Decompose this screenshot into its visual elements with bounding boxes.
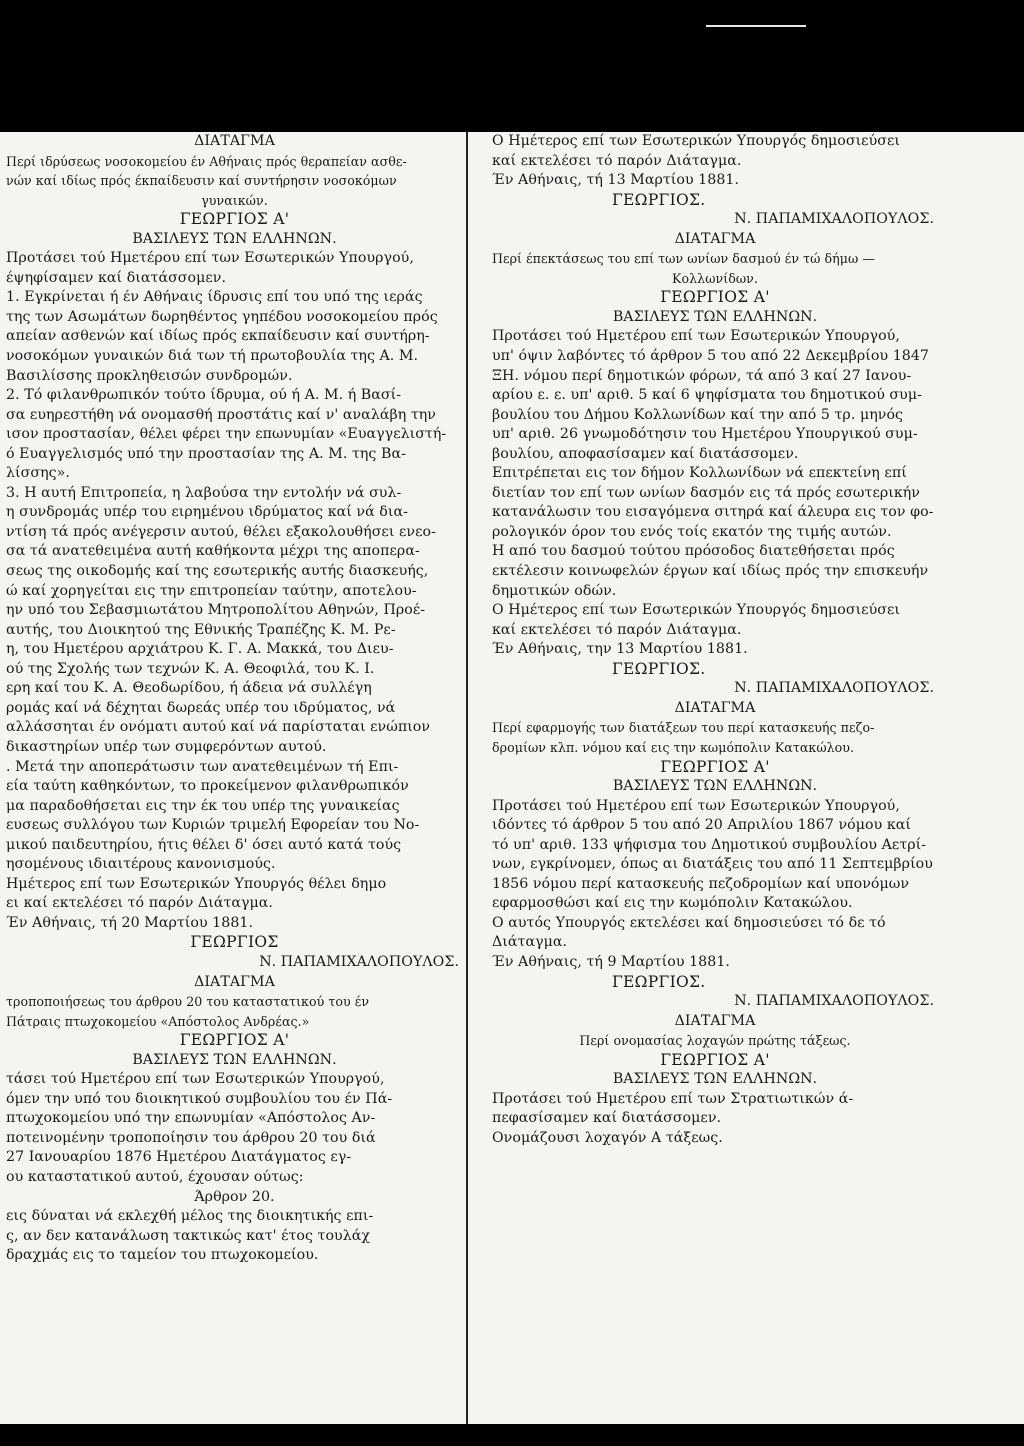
right-column-line: ΔΙΑΤΑΓΜΑ bbox=[674, 1012, 756, 1029]
left-column-line: εία ταύτη καθηκόντων, το προκείμενον φιλανθρωπικόν bbox=[6, 778, 409, 795]
left-column-line: ει καί εκτελέσει τό παρόν Διάταγμα. bbox=[6, 895, 273, 912]
left-column-line: ποτεινομένην τροποποίησιν του άρθρου 20 του διά bbox=[6, 1129, 376, 1146]
left-column-line: . Μετά την αποπεράτωσιν των ανατεθειμένων τή Επι- bbox=[6, 758, 399, 775]
left-column-line: Ν. ΠΑΠΑΜΙΧΑΛΟΠΟΥΛΟΣ. bbox=[259, 953, 459, 970]
left-column-line: ΒΑΣΙΛΕΥΣ ΤΩΝ ΕΛΛΗΝΩΝ. bbox=[132, 1051, 337, 1068]
left-column-line: τάσει τού Ημετέρου επί των Εσωτερικών Υπουργού, bbox=[6, 1071, 385, 1088]
right-column-line: ΓΕΩΡΓΙΟΣ. bbox=[612, 190, 706, 209]
right-column-line: ρολογικόν όρον του ενός τοίς εκατόν της τιμής αυτών. bbox=[492, 523, 892, 540]
right-column-line: Η από του δασμού τούτου πρόσοδος διατεθήσεται πρός bbox=[492, 543, 895, 560]
left-text-column bbox=[6, 132, 463, 1266]
right-column-line: Διάταγμα. bbox=[492, 934, 568, 951]
right-column-line: Περί εφαρμογής των διατάξεων του περί κατασκευής πεζο- bbox=[492, 720, 875, 736]
left-column-line: όμεν την υπό του διοικητικού συμβουλίου του έν Πά- bbox=[6, 1090, 393, 1107]
left-column-line: 3. Η αυτή Επιτροπεία, η λαβούσα την εντολήν νά συλ- bbox=[6, 484, 402, 501]
right-column-line: Ο Ημέτερος επί των Εσωτερικών Υπουργός δημοσιεύσει bbox=[492, 602, 901, 619]
right-column-line: εφαρμοσθώσι καί εις την κωμόπολιν Κατακώλου. bbox=[492, 895, 853, 912]
left-column-line: νοσοκόμων γυναικών διά των τή πρωτοβουλία της Α. Μ. bbox=[6, 348, 419, 365]
left-column-line: ντίση τά πρός ανέγερσιν αυτού, θέλει εξακολουθήσει ενεο- bbox=[6, 523, 436, 540]
right-column-line: Ονομάζουσι λοχαγόν Α τάξεως. bbox=[492, 1129, 723, 1146]
left-column-line: εις δύναται νά εκλεχθή μέλος της διοικητικής επι- bbox=[6, 1208, 374, 1225]
left-column-line: ευσεως συλλόγου των Κυριών τριμελή Εφορείαν του Νο- bbox=[6, 817, 420, 834]
left-column-line: 2. Τό φιλανθρωπικόν τούτο ίδρυμα, ού ή Α. Μ. ή Βασί- bbox=[6, 387, 402, 404]
right-column-line: τό υπ' αριθ. 133 ψήφισμα του Δημοτικού συμβουλίου Αετρί- bbox=[492, 836, 927, 853]
left-column-line: πτωχοκομείου υπό την επωνυμίαν «Απόστολος Αν- bbox=[6, 1110, 376, 1127]
left-column-line: της των Ασωμάτων δωρηθέντος γηπέδου νοσοκομείου πρός bbox=[6, 308, 438, 325]
left-column-line: λίσσης». bbox=[6, 465, 70, 482]
right-column-line: ΔΙΑΤΑΓΜΑ bbox=[674, 230, 756, 247]
left-column-line: έψηφίσαμεν καί διατάσσομεν. bbox=[6, 269, 227, 286]
left-column-line: η συνδρομάς υπέρ του ειρημένου ιδρύματος καί νά δια- bbox=[6, 504, 408, 521]
left-column-line: μα παραδοθήσεται εις την έκ του υπέρ της γυναικείας bbox=[6, 797, 400, 814]
right-text-column bbox=[492, 132, 938, 1148]
right-column-line: Ο Ημέτερος επί των Εσωτερικών Υπουργός δημοσιεύσει bbox=[492, 133, 901, 149]
right-column-line: νων, εγκρίνομεν, όπως αι διατάξεις του από 11 Σεπτεμβρίου bbox=[492, 856, 933, 873]
left-column-line: σα ευηρεστήθη νά ονομασθή προστάτις καί ν' αναλάβη την bbox=[6, 406, 436, 423]
left-column-line: ώ καί χορηγείται εις την επιτροπείαν ταύτην, αποτελου- bbox=[6, 582, 417, 599]
right-column-line: Έν Αθήναις, την 13 Μαρτίου 1881. bbox=[492, 641, 748, 658]
right-column-line: πεφασίσαμεν καί διατάσσομεν. bbox=[492, 1110, 722, 1127]
left-column-line: ΓΕΩΡΓΙΟΣ Α' bbox=[179, 210, 290, 229]
left-column-line: ΓΕΩΡΓΙΟΣ Α' bbox=[179, 1031, 290, 1050]
left-column-line: ρομάς καί νά δέχηται δωρεάς υπέρ του ιδρύματος, νά bbox=[6, 699, 396, 716]
right-column-line: 1856 νόμου περί κατασκευής πεζοδρομίων καί υπονόμων bbox=[492, 875, 910, 892]
left-column-line: ΔΙΑΤΑΓΜΑ bbox=[194, 133, 275, 149]
right-column-line: εκτέλεσιν κοινωφελών έργων καί ιδίως πρός την επισκευήν bbox=[492, 563, 929, 580]
right-column-line: Προτάσει τού Ημετέρου επί των Στρατιωτικών ά- bbox=[492, 1090, 854, 1107]
left-column-line: νών καί ιδίως πρός έκπαίδευσιν καί συντήρησιν νοσοκόμων bbox=[6, 173, 397, 189]
right-column-line: ΒΑΣΙΛΕΥΣ ΤΩΝ ΕΛΛΗΝΩΝ. bbox=[612, 1071, 818, 1088]
left-column-line: τροποποιήσεως του άρθρου 20 του καταστατικού του έν bbox=[6, 994, 370, 1010]
left-column-line: 1. Εγκρίνεται ή έν Αθήναις ίδρυσις επί του υπό της ιεράς bbox=[6, 289, 423, 306]
right-column-line: Ν. ΠΑΠΑΜΙΧΑΛΟΠΟΥΛΟΣ. bbox=[734, 993, 934, 1010]
right-column-line: Προτάσει τού Ημετέρου επί των Εσωτερικών Υπουργού, bbox=[492, 797, 900, 814]
right-column-line: Κολλωνίδων. bbox=[672, 270, 758, 286]
right-column-line: ΓΕΩΡΓΙΟΣ. bbox=[612, 659, 706, 678]
right-column-line: ΓΕΩΡΓΙΟΣ Α' bbox=[660, 288, 770, 307]
right-column-line: δημοτικών οδών. bbox=[492, 582, 617, 599]
left-column-line: δραχμάς εις το ταμείον του πτωχοκομείου. bbox=[6, 1247, 319, 1264]
left-column-line: Ημέτερος επί των Εσωτερικών Υπουργός θέλει δημο bbox=[6, 875, 387, 892]
right-column-line: αρίου ε. ε. υπ' αριθ. 5 καί 6 ψηφίσματα του δημοτικού συμ- bbox=[492, 387, 922, 404]
left-column-line: ισον προστασίαν, θέλει φέρει την επωνυμίαν «Ευαγγελιστή- bbox=[6, 426, 447, 443]
right-column-line: ΞΗ. νόμου περί δημοτικών φόρων, τά από 3 καί 27 Ιανου- bbox=[492, 367, 912, 384]
left-column-line: σα τά ανατεθειμένα αυτή καθήκοντα μέχρι της αποπερα- bbox=[6, 543, 420, 560]
left-column-line: ΔΙΑΤΑΓΜΑ bbox=[194, 973, 275, 990]
right-column-line: Περί έπεκτάσεως του επί των ωνίων δασμού έν τώ δήμω — bbox=[492, 251, 875, 267]
right-column-line: Περί ονομασίας λοχαγών πρώτης τάξεως. bbox=[579, 1033, 851, 1049]
left-column-line: ερη καί του Κ. Α. Θεοδωρίδου, ή άδεια νά συλλέγη bbox=[6, 680, 372, 697]
right-column-line: Προτάσει τού Ημετέρου επί των Εσωτερικών Υπουργού, bbox=[492, 328, 900, 345]
right-column-line: ιδόντες τό άρθρον 5 του από 20 Απριλίου 1867 νόμου καί bbox=[492, 817, 911, 834]
left-column-line: ΓΕΩΡΓΙΟΣ bbox=[190, 933, 279, 952]
right-column-line: Έν Αθήναις, τή 9 Μαρτίου 1881. bbox=[492, 953, 730, 970]
right-column-line: καί εκτελέσει τό παρόν Διάταγμα. bbox=[492, 621, 742, 638]
right-column-line: ΓΕΩΡΓΙΟΣ. bbox=[612, 972, 706, 991]
right-column-line: ΓΕΩΡΓΙΟΣ Α' bbox=[660, 757, 770, 776]
right-column-line: ΒΑΣΙΛΕΥΣ ΤΩΝ ΕΛΛΗΝΩΝ. bbox=[612, 308, 818, 325]
right-column-line: καί εκτελέσει τό παρόν Διάταγμα. bbox=[492, 152, 742, 169]
right-column-line: ΔΙΑΤΑΓΜΑ bbox=[674, 699, 756, 716]
left-column-line: Περί ιδρύσεως νοσοκομείου έν Αθήναις πρός θεραπείαν ασθε- bbox=[6, 153, 407, 169]
left-column-line: αλλάσσηται έν ονόματι αυτού καί νά παρίσταται ενώπιον bbox=[6, 719, 431, 736]
left-column-line: σεως της οικοδομής καί της εσωτερικής αυτής διασκευής, bbox=[6, 563, 429, 580]
right-column-line: κατανάλωσιν του εισαγόμενα σιτηρά καί άλευρα εις τον φο- bbox=[492, 504, 934, 521]
right-column-line: δρομίων κλπ. νόμου καί εις την κωμόπολιν Κατακώλου. bbox=[492, 739, 855, 755]
left-column-line: απείαν ασθενών καί ιδίως πρός εκπαίδευσιν καί συντήρη- bbox=[6, 328, 430, 345]
right-column-line: διετίαν τον επί των ωνίων δασμόν εις τά πρός εσωτερικήν bbox=[492, 484, 920, 501]
right-column-line: Ο αυτός Υπουργός εκτελέσει καί δημοσιεύσει τό δε τό bbox=[492, 914, 886, 931]
left-column-line: Βασιλίσσης προκληθεισών συνδρομών. bbox=[6, 367, 293, 384]
right-column-line: βουλίου, αποφασίσαμεν καί διατάσσομεν. bbox=[492, 445, 799, 462]
left-column-line: ην υπό του Σεβασμιωτάτου Μητροπολίτου Αθηνών, Προέ- bbox=[6, 602, 426, 619]
left-column-line: ησομένους ιδιαιτέρους κανονισμούς. bbox=[6, 856, 276, 873]
right-column-line: ΓΕΩΡΓΙΟΣ Α' bbox=[660, 1050, 770, 1069]
left-column-line: 27 Ιανουαρίου 1876 Ημετέρου Διατάγματος εγ- bbox=[6, 1149, 352, 1166]
left-column-line: η, του Ημετέρου αρχιάτρου Κ. Γ. Α. Μακκά, του Διευ- bbox=[6, 641, 394, 658]
top-rule bbox=[706, 25, 806, 27]
left-column-line: Άρθρον 20. bbox=[194, 1188, 275, 1205]
left-column-line: ΒΑΣΙΛΕΥΣ ΤΩΝ ΕΛΛΗΝΩΝ. bbox=[132, 230, 337, 247]
right-column-line: υπ' όψιν λαβόντες τό άρθρον 5 του από 22 Δεκεμβρίου 1847 bbox=[492, 348, 930, 365]
left-column-line: μικού παιδευτηρίου, ήτις θέλει δ' όσει αυτό κατά τούς bbox=[6, 836, 402, 853]
right-column-line: Ν. ΠΑΠΑΜΙΧΑΛΟΠΟΥΛΟΣ. bbox=[734, 211, 934, 228]
left-column-line: γυναικών. bbox=[201, 192, 268, 208]
column-divider bbox=[466, 132, 468, 1424]
left-column-line: δικαστηρίων υπέρ των συμφερόντων αυτού. bbox=[6, 738, 327, 755]
left-column-line: αυτής, του Διοικητού της Εθνικής Τραπέζης Κ. Μ. Ρε- bbox=[6, 621, 396, 638]
left-column-line: Προτάσει τού Ημετέρου επί των Εσωτερικών Υπουργού, bbox=[6, 250, 414, 267]
right-column-line: Έν Αθήναις, τή 13 Μαρτίου 1881. bbox=[492, 172, 740, 189]
right-column-line: Ν. ΠΑΠΑΜΙΧΑΛΟΠΟΥΛΟΣ. bbox=[734, 680, 934, 697]
right-column-line: ΒΑΣΙΛΕΥΣ ΤΩΝ ΕΛΛΗΝΩΝ. bbox=[612, 778, 818, 795]
left-column-line: Πάτραις πτωχοκομείου «Απόστολος Ανδρέας.» bbox=[6, 1013, 310, 1029]
left-column-line: ς, αν δεν κατανάλωση τακτικώς κατ' έτος τουλάχ bbox=[6, 1227, 371, 1244]
right-column-line: Επιτρέπεται εις τον δήμον Κολλωνίδων νά επεκτείνη επί bbox=[492, 465, 907, 482]
right-column-line: υπ' αριθ. 26 γνωμοδότησιν του Ημετέρου Υπουργικού συμ- bbox=[492, 426, 918, 443]
right-column-line: βουλίου του Δήμου Κολλωνίδων καί την από 5 τρ. μηνός bbox=[492, 406, 904, 423]
left-column-line: ού της Σχολής των τεχνών Κ. Α. Θεοφιλά, του Κ. Ι. bbox=[6, 660, 375, 677]
left-column-line: ου καταστατικού αυτού, έχουσαν ούτως: bbox=[6, 1168, 304, 1185]
left-column-line: ό Ευαγγελισμός υπό την προστασίαν της Α. Μ. της Βα- bbox=[6, 445, 406, 462]
left-column-line: Έν Αθήναις, τή 20 Μαρτίου 1881. bbox=[6, 914, 254, 931]
